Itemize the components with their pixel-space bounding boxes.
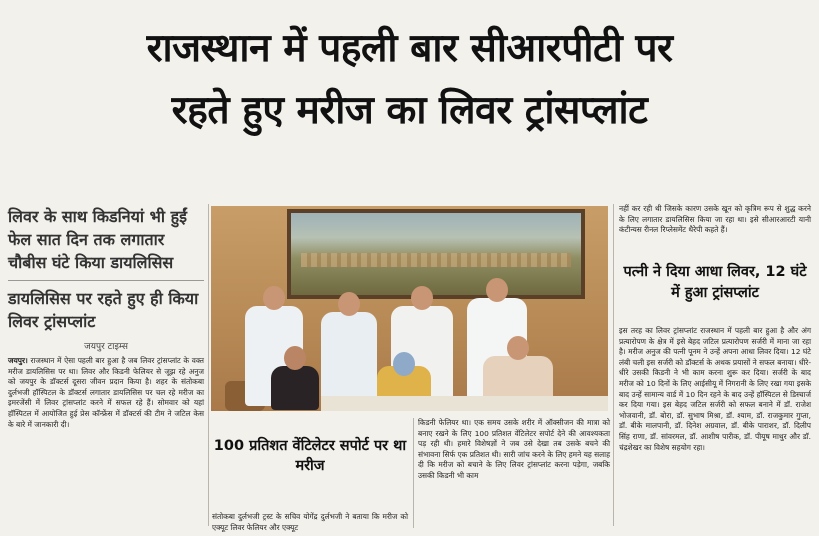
- doctor-head: [411, 286, 433, 310]
- sub2-paragraph: संतोकबा दुर्लभजी ट्रस्ट के सचिव योगेंद्र दुर्लभजी ने बताया कि मरीज को एक्यूट लिवर फेलियर और एक्यूट: [212, 512, 408, 532]
- press-conference-photo: [211, 206, 608, 411]
- column-rule: [613, 204, 614, 526]
- headline: [0, 18, 819, 142]
- table: [321, 396, 608, 411]
- subheading-wife-donated-liver: पत्नी ने दिया आधा लिवर, 12 घंटे में हुआ ट्रांसप्लांट: [623, 264, 807, 301]
- crrt-paragraph: नहीं कर रही थी जिसके कारण उसके खून को कृत्रिम रूप से शुद्ध करने के लिए लगातार डायलिसिस किया जा रहा था। इसे सीआरआरटी यानी कंटीन्यस रीनल रिप्लेसमेंट थैरेपी कहते हैं।: [619, 204, 811, 235]
- middle-column: [418, 418, 610, 482]
- left-column: [8, 202, 204, 430]
- right-column: [619, 326, 811, 453]
- doctor-head: [263, 286, 285, 310]
- deck-transplant-on-dialysis: डायलिसिस पर रहते हुए ही किया लिवर ट्रांसप्लांट: [8, 289, 199, 331]
- doctor-figure: [321, 312, 377, 406]
- headline-line-1: राजस्थान में पहली बार सीआरपीटी पर: [146, 26, 673, 71]
- middle-paragraph: किडनी फेलियर था। एक समय उसके शरीर में ऑक्सीजन की मात्रा को बनाए रखने के लिए 100 प्रतिशत वेंटिलेटर सपोर्ट देने की आवश्यकता पड़ रही थी। हमारे विशेषज्ञों ने जब उसे देखा तब उसके बचने की संभावना सिर्फ एक प्रतिशत थी। सारी जांच करने के लिए हमने यह सलाह दी कि मरीज को बचाने के लिए लिवर ट्रांसप्लांट करना पड़ेगा, जबकि उसकी किडनी भी काम: [418, 418, 610, 480]
- divider: [8, 280, 204, 281]
- man-head: [507, 336, 529, 360]
- headline-line-2: रहते हुए मरीज का लिवर ट्रांसप्लांट: [171, 88, 648, 133]
- byline: जयपुर टाइम्स: [84, 342, 128, 352]
- subheading-ventilator: 100 प्रतिशत वेंटिलेटर सपोर्ट पर था मरीज: [213, 438, 407, 474]
- dateline: जयपुर।: [8, 356, 28, 365]
- wall-painting: [287, 209, 585, 299]
- woman-head: [284, 346, 306, 370]
- sub2-column: [212, 512, 408, 533]
- intro-paragraph: [8, 356, 204, 430]
- transplant-paragraph: इस तरह का लिवर ट्रांसप्लांट राजस्थान में पहली बार हुआ है और अंग प्रत्यारोपण के क्षेत्र में इसे बेहद जटिल प्रत्यारोपण सर्जरी में माना जा रहा है। मरीज अनुज की पत्नी पूनम ने उन्हें अपना आधा लिवर दिया। 12 घंटे लंबी चली इस सर्जरी को डॉक्टर्स के अथक प्रयासों ने सफल बनाया। धीरे-धीरे उसकी किडनी ने भी काम करना शुरू कर दिया। सर्जरी के बाद मरीज को 10 दिनों के लिए आईसीयू में निगरानी के लिए रखा गया इसके बाद उन्हें सामान्य वार्ड में 10 दिन रहने के बाद उन्हें हॉस्पिटल से डिस्चार्ज कर दिया गया। इस बेहद जटिल सर्जरी को सफल बनाने में डॉ. राजेश भोजवानी, डॉ. बोरा, डॉ. सुभाष मिश्रा, डॉ. श्याम, डॉ. राजकुमार गुप्ता, डॉ. बीके मालपानी, डॉ. दिनेश अग्रवाल, डॉ. बीके पाराशर, डॉ. दिलीप सिंह राणा, डॉ. सांवरमल, डॉ. आशीष पारीक, डॉ. पीयूष माथुर और डॉ. चंद्रशेखर का विशेष सहयोग रहा।: [619, 326, 811, 452]
- column-rule: [208, 204, 209, 526]
- right-top-column: [619, 204, 811, 236]
- woman-figure: [271, 366, 319, 410]
- deck-kidney-failure: लिवर के साथ किडनियां भी हुईं फेल सात दिन तक लगातार चौबीस घंटे किया डायलिसिस: [8, 207, 187, 272]
- column-rule: [413, 418, 414, 528]
- patient-head: [393, 352, 415, 376]
- intro-text: राजस्थान में ऐसा पहली बार हुआ है जब लिवर ट्रांसप्लांट के वक्त मरीज डायलिसिस पर था। लिवर और किडनी फेलियर से जूझ रहे अनुज को जयपुर के डॉक्टर्स दूसरा जीवन प्रदान किया है। शहर के संतोकबा दुर्लभजी हॉस्पिटल के डॉक्टर्स लगातार डायलिसिस पर चल रहे मरीज का इमरजेंसी में लिवर ट्रांसप्लांट करने में सफल रहे हैं। सोमवार को यहां हॉस्पिटल में आयोजित हुई प्रेस कॉन्फ्रेंस में डॉक्टर्स की टीम ने जटिल केस के बारे में जानकारी दी।: [8, 356, 204, 429]
- doctor-head: [338, 292, 360, 316]
- doctor-head: [486, 278, 508, 302]
